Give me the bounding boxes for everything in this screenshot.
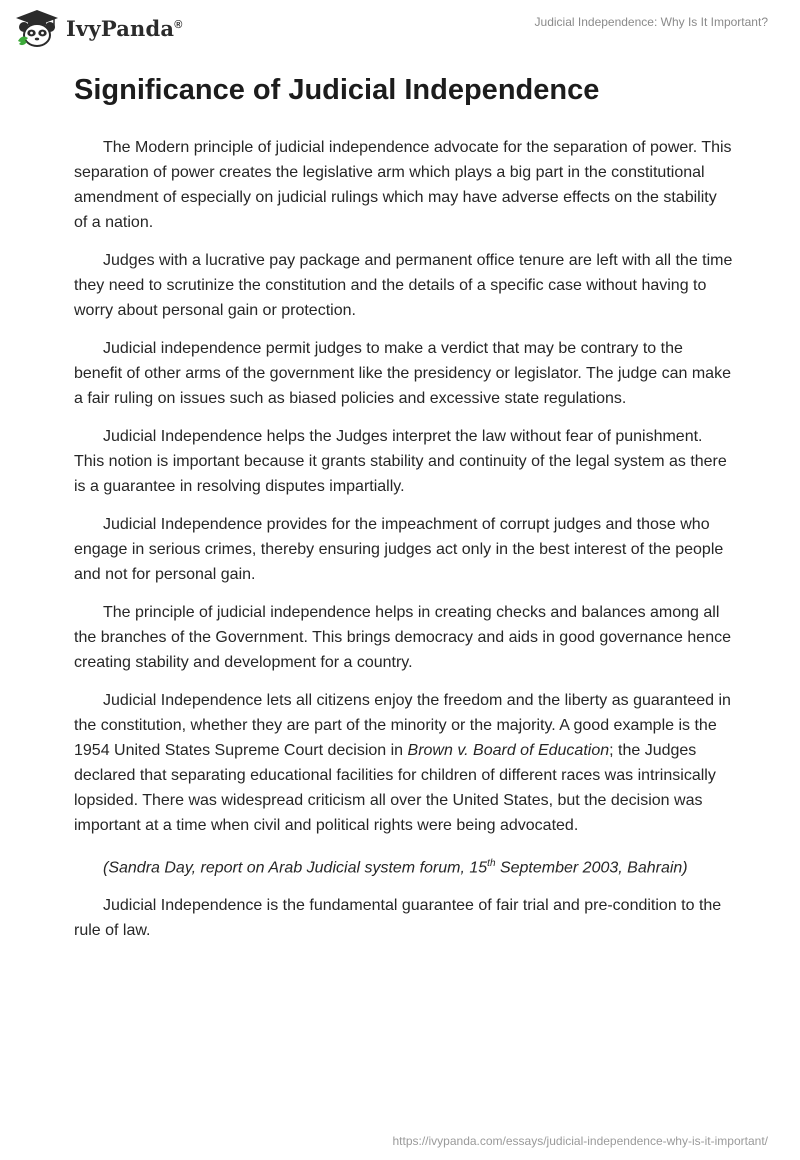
page-header	[0, 0, 800, 70]
closing-paragraph: Judicial Independence is the fundamental guarantee of fair trial and pre-condition to the rule of law.	[74, 897, 722, 940]
paragraph-3: Judicial independence permit judges to make a verdict that may be contrary to the benefit of other arms of the government like the presidency or legislator. The judge can make a fair ruling on issues such as biased policies and excessive state regulations.	[74, 340, 731, 407]
section-heading: Significance of Judicial Independence	[74, 74, 600, 106]
paragraph-7-text-end: ; the Judges declared that separating educational facilities for children of different races was intrinsically lopsided. There was widespread criticism all over the United States, but the decision was important at a time when civil and political rights were being advocated.	[74, 742, 716, 834]
paragraph-4: Judicial Independence helps the Judges interpret the law without fear of punishment. This notion is important because it grants stability and continuity of the legal system as there is a guarantee in resolving disputes impartially.	[74, 428, 727, 495]
citation-ordinal: th	[487, 858, 496, 869]
document-title: Judicial Independence: Why Is It Important?	[534, 15, 768, 29]
citation-text-end: September 2003, Bahrain)	[495, 859, 688, 877]
paragraph-5: Judicial Independence provides for the impeachment of corrupt judges and those who engage in serious crimes, thereby ensuring judges act only in the best interest of the people and not for personal gain.	[74, 516, 724, 583]
citation-text-start: (Sandra Day, report on Arab Judicial system forum, 15	[103, 859, 488, 877]
paragraph-2: Judges with a lucrative pay package and permanent office tenure are left with all the time they need to scrutinize the constitution and the details of a specific case without having to worry about personal gain or protection.	[74, 252, 733, 319]
citation	[74, 851, 734, 880]
panda-graduate-icon	[14, 8, 60, 48]
article-body	[74, 135, 734, 956]
paragraph-7	[74, 688, 734, 838]
paragraph-7-text-start: Judicial Independence lets all citizens enjoy the freedom and the liberty as guaranteed in the constitution, whether they are part of the minority or the majority. A good example is the 1954 United States Supreme Court decision in	[74, 692, 731, 759]
case-name: Brown v. Board of Education	[407, 742, 610, 759]
ivypanda-logo[interactable]	[14, 8, 183, 48]
paragraph-1: The Modern principle of judicial independence advocate for the separation of power. This separation of power creates the legislative arm which plays a big part in the constitutional amendment of especially on judicial rulings which may have adverse effects on the stability of a nation.	[74, 139, 732, 231]
logo-wordmark: IvyPanda®	[66, 15, 183, 41]
registered-mark: ®	[174, 18, 183, 31]
source-url[interactable]: https://ivypanda.com/essays/judicial-independence-why-is-it-important/	[392, 1134, 768, 1148]
paragraph-6: The principle of judicial independence helps in creating checks and balances among all the branches of the Government. This brings democracy and aids in good governance hence creating stability and development for a country.	[74, 604, 731, 671]
